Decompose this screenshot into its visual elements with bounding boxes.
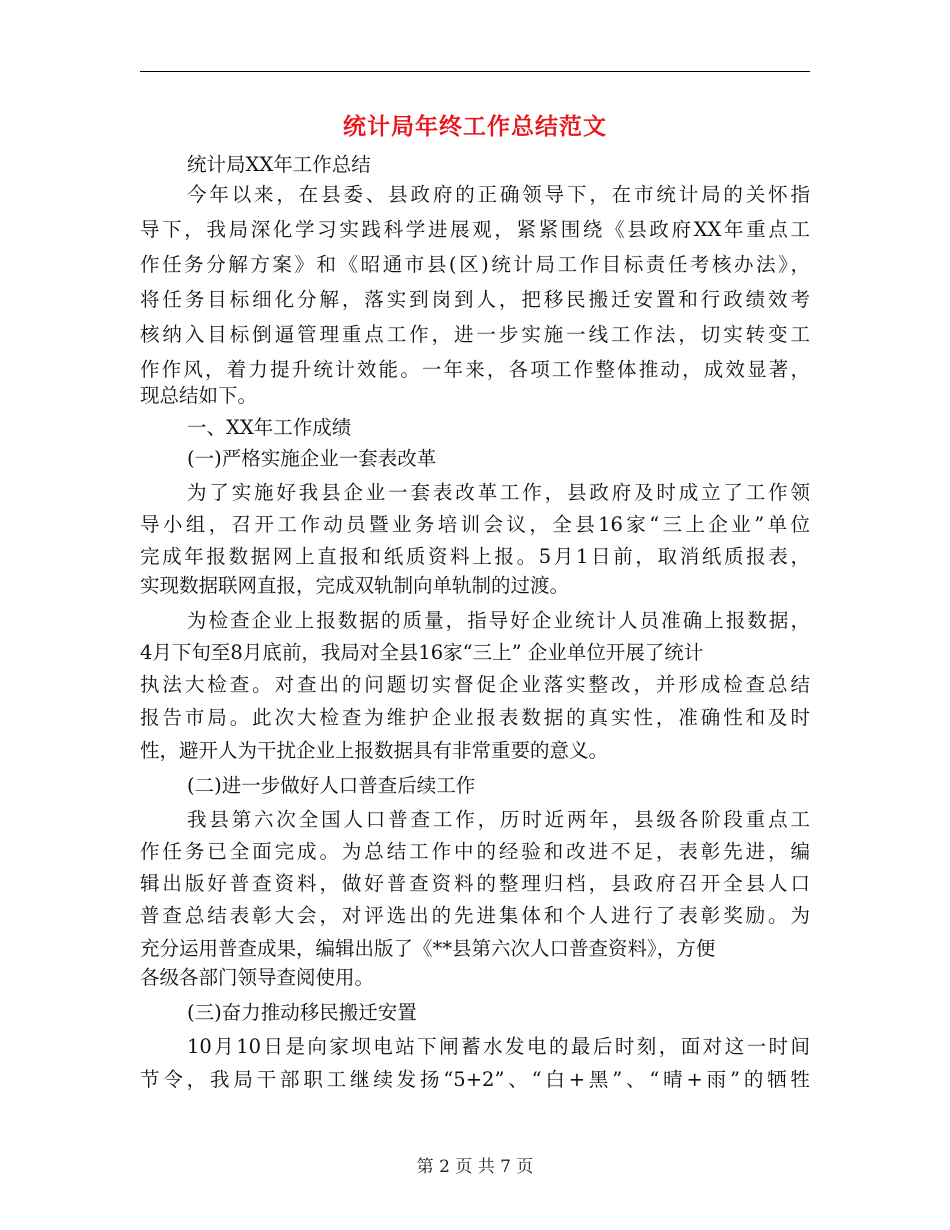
paragraph-line: 报告市局。此次大检查为维护企业报表数据的真实性，准确性和及时 [140, 706, 810, 729]
paragraph-line: 我县第六次全国人口普查工作，历时近两年，县级各阶段重点工 [187, 808, 810, 831]
paragraph-line: 完成年报数据网上直报和纸质资料上报。5月1日前，取消纸质报表， [140, 545, 810, 568]
paragraph-line: 导小组，召开工作动员暨业务培训会议，全县16家“三上企业”单位 [140, 513, 810, 536]
paragraph-line: 普查总结表彰大会，对评选出的先进集体和个人进行了表彰奖励。为 [140, 904, 810, 927]
paragraph-line: 为检查企业上报数据的质量，指导好企业统计人员准确上报数据， [187, 609, 810, 632]
paragraph-line: 10月10日是向家坝电站下闸蓄水发电的最后时刻，面对这一时间 [187, 1035, 810, 1058]
subsection-heading: (二)进一步做好人口普查后续工作 [187, 774, 476, 797]
paragraph-line: 核纳入目标倒逼管理重点工作，进一步实施一线工作法，切实转变工 [140, 323, 810, 346]
paragraph-line: 4月下旬至8月底前，我局对全县16家“三上” 企业单位开展了统计 [140, 641, 704, 664]
paragraph-line: 作任务分解方案》和《昭通市县(区)统计局工作目标责任考核办法》， [140, 253, 810, 276]
paragraph-line: 性，避开人为干扰企业上报数据具有非常重要的意义。 [140, 739, 609, 762]
paragraph-line: 导下，我局深化学习实践科学进展观，紧紧围绕《县政府XX年重点工 [140, 218, 810, 241]
paragraph-line: 今年以来，在县委、县政府的正确领导下，在市统计局的关怀指 [187, 183, 810, 206]
header-rule [140, 71, 810, 72]
paragraph-line: 实现数据联网直报，完成双轨制向单轨制的过渡。 [140, 574, 570, 597]
paragraph-line: 节令，我局干部职工继续发扬“5+2”、“白+黑”、“晴+雨”的牺牲 [140, 1068, 810, 1091]
subsection-heading: (三)奋力推动移民搬迁安置 [187, 1001, 417, 1024]
page-indicator: 第 2 页 共 7 页 [416, 1157, 534, 1177]
paragraph-line: 作任务已全面完成。为总结工作中的经验和改进不足，表彰先进，编 [140, 840, 810, 863]
subtitle: 统计局XX年工作总结 [187, 153, 371, 176]
paragraph-line: 充分运用普查成果，编辑出版了《**县第六次人口普查资料》，方便 [140, 937, 716, 960]
paragraph-line: 各级各部门领导查阅使用。 [140, 966, 375, 989]
paragraph-line: 作作风，着力提升统计效能。一年来，各项工作整体推动，成效显著， [140, 358, 810, 381]
paragraph-line: 执法大检查。对查出的问题切实督促企业落实整改，并形成检查总结 [140, 673, 810, 696]
paragraph-line: 将任务目标细化分解，落实到岗到人，把移民搬迁安置和行政绩效考 [140, 288, 810, 311]
document-title: 统计局年终工作总结范文 [343, 113, 607, 140]
paragraph-line: 现总结如下。 [140, 384, 258, 407]
paragraph-line: 为了实施好我县企业一套表改革工作，县政府及时成立了工作领 [187, 481, 810, 504]
section-heading: 一、XX年工作成绩 [187, 416, 352, 439]
subsection-heading: (一)严格实施企业一套表改革 [187, 447, 437, 470]
paragraph-line: 辑出版好普查资料，做好普查资料的整理归档，县政府召开全县人口 [140, 872, 810, 895]
